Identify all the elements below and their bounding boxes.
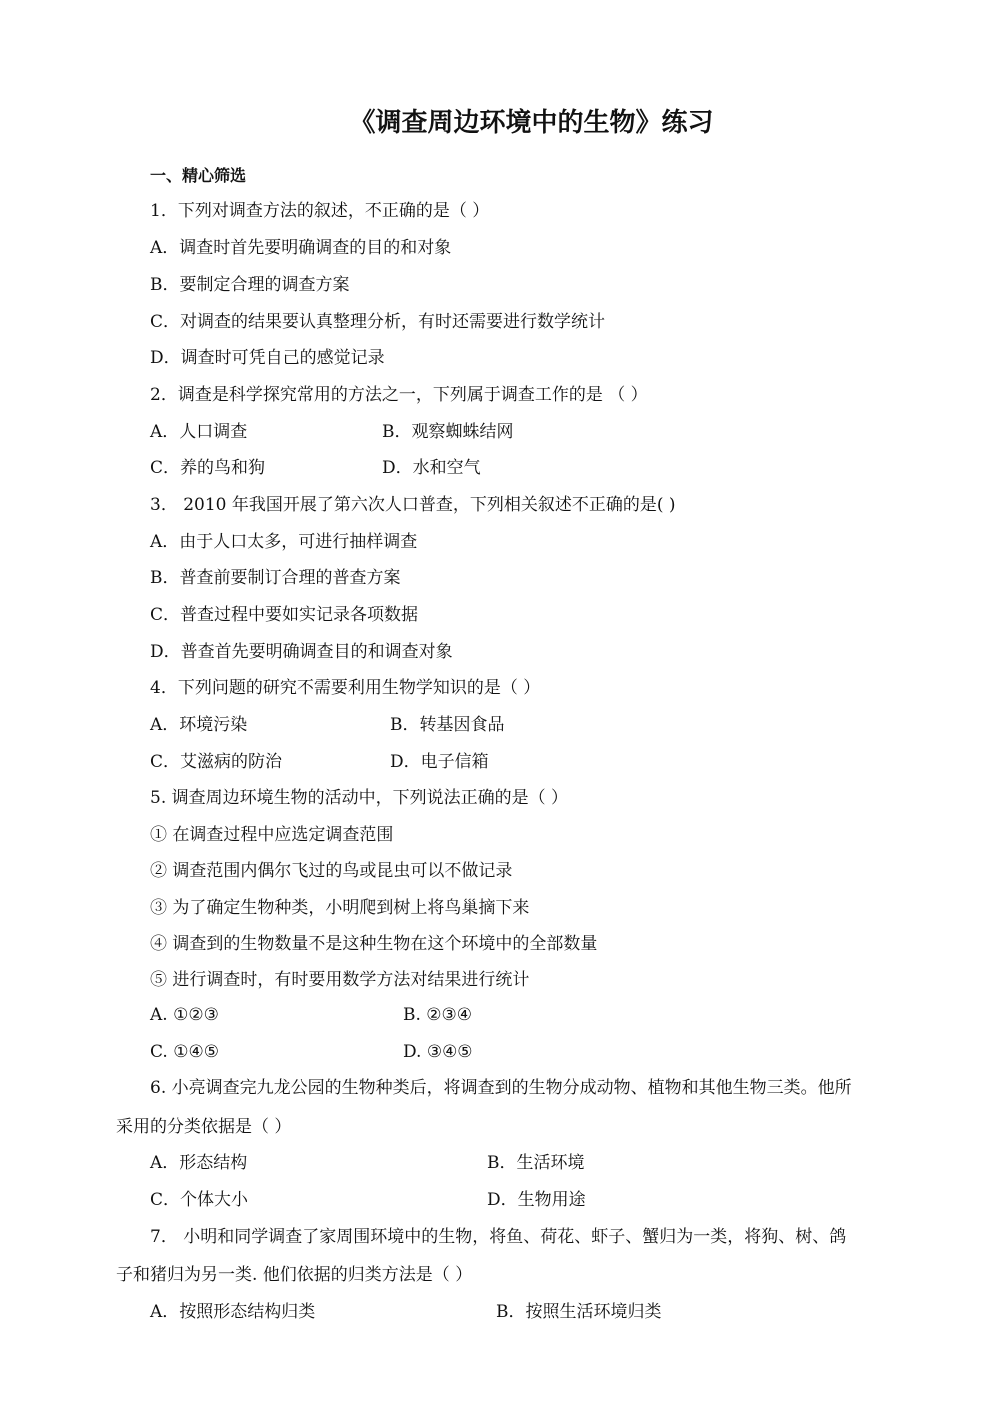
q4-option-a: A．环境污染 bbox=[150, 715, 248, 735]
q5-statement-4: ④ 调查到的生物数量不是这种生物在这个环境中的全部数量 bbox=[150, 934, 598, 954]
q7-option-a: A．按照形态结构归类 bbox=[150, 1302, 316, 1322]
q4-stem: 4．下列问题的研究不需要利用生物学知识的是（ ） bbox=[150, 678, 541, 698]
q5-stem: 5. 调查周边环境生物的活动中，下列说法正确的是（ ） bbox=[150, 788, 569, 808]
q4-option-b: B．转基因食品 bbox=[390, 715, 505, 735]
q5-option-d: D. ③④⑤ bbox=[403, 1042, 473, 1062]
q2-option-a: A．人口调查 bbox=[150, 422, 248, 442]
q3-option-a: A．由于人口太多，可进行抽样调查 bbox=[150, 532, 418, 552]
section-heading: 一、精心筛选 bbox=[150, 166, 247, 185]
q1-option-b: B．要制定合理的调查方案 bbox=[150, 275, 350, 295]
q7-stem-line-2: 子和猪归为另一类. 他们依据的归类方法是（ ） bbox=[116, 1265, 473, 1285]
q1-option-a: A．调查时首先要明确调查的目的和对象 bbox=[150, 238, 452, 258]
q5-statement-3: ③ 为了确定生物种类，小明爬到树上将鸟巢摘下来 bbox=[150, 898, 530, 918]
q2-stem: 2．调查是科学探究常用的方法之一，下列属于调查工作的是 （ ） bbox=[150, 385, 648, 405]
q5-option-c: C. ①④⑤ bbox=[150, 1042, 219, 1062]
q7-stem-line-1: 7． 小明和同学调查了家周围环境中的生物，将鱼、荷花、虾子、蟹归为一类，将狗、树、鸽 bbox=[150, 1227, 847, 1247]
q2-option-d: D．水和空气 bbox=[382, 458, 481, 478]
q5-statement-1: ① 在调查过程中应选定调查范围 bbox=[150, 825, 394, 845]
q2-option-b: B．观察蜘蛛结网 bbox=[382, 422, 514, 442]
q1-option-d: D．调查时可凭自己的感觉记录 bbox=[150, 348, 385, 368]
q7-option-b: B．按照生活环境归类 bbox=[496, 1302, 662, 1322]
q6-option-d: D．生物用途 bbox=[487, 1190, 586, 1210]
q3-stem: 3． 2010 年我国开展了第六次人口普查，下列相关叙述不正确的是( ) bbox=[150, 495, 676, 515]
q6-option-b: B．生活环境 bbox=[487, 1153, 585, 1173]
q3-option-c: C．普查过程中要如实记录各项数据 bbox=[150, 605, 419, 625]
q5-statement-5: ⑤ 进行调查时，有时要用数学方法对结果进行统计 bbox=[150, 970, 530, 990]
q6-option-c: C．个体大小 bbox=[150, 1190, 249, 1210]
q6-stem-line-1: 6. 小亮调查完九龙公园的生物种类后，将调查到的生物分成动物、植物和其他生物三类。他所 bbox=[150, 1078, 852, 1098]
q4-option-c: C．艾滋病的防治 bbox=[150, 752, 283, 772]
q5-statement-2: ② 调查范围内偶尔飞过的鸟或昆虫可以不做记录 bbox=[150, 861, 513, 881]
q3-option-d: D．普查首先要明确调查目的和调查对象 bbox=[150, 642, 453, 662]
q2-option-c: C．养的鸟和狗 bbox=[150, 458, 266, 478]
q1-stem: 1．下列对调查方法的叙述，不正确的是（ ） bbox=[150, 201, 490, 221]
q5-option-a: A. ①②③ bbox=[150, 1005, 219, 1025]
page-title: 《调查周边环境中的生物》练习 bbox=[349, 108, 714, 138]
q5-option-b: B. ②③④ bbox=[403, 1005, 473, 1025]
q4-option-d: D．电子信箱 bbox=[390, 752, 489, 772]
q3-option-b: B．普查前要制订合理的普查方案 bbox=[150, 568, 401, 588]
q1-option-c: C．对调查的结果要认真整理分析，有时还需要进行数学统计 bbox=[150, 312, 606, 332]
q6-option-a: A．形态结构 bbox=[150, 1153, 248, 1173]
q6-stem-line-2: 采用的分类依据是（ ） bbox=[116, 1117, 292, 1137]
